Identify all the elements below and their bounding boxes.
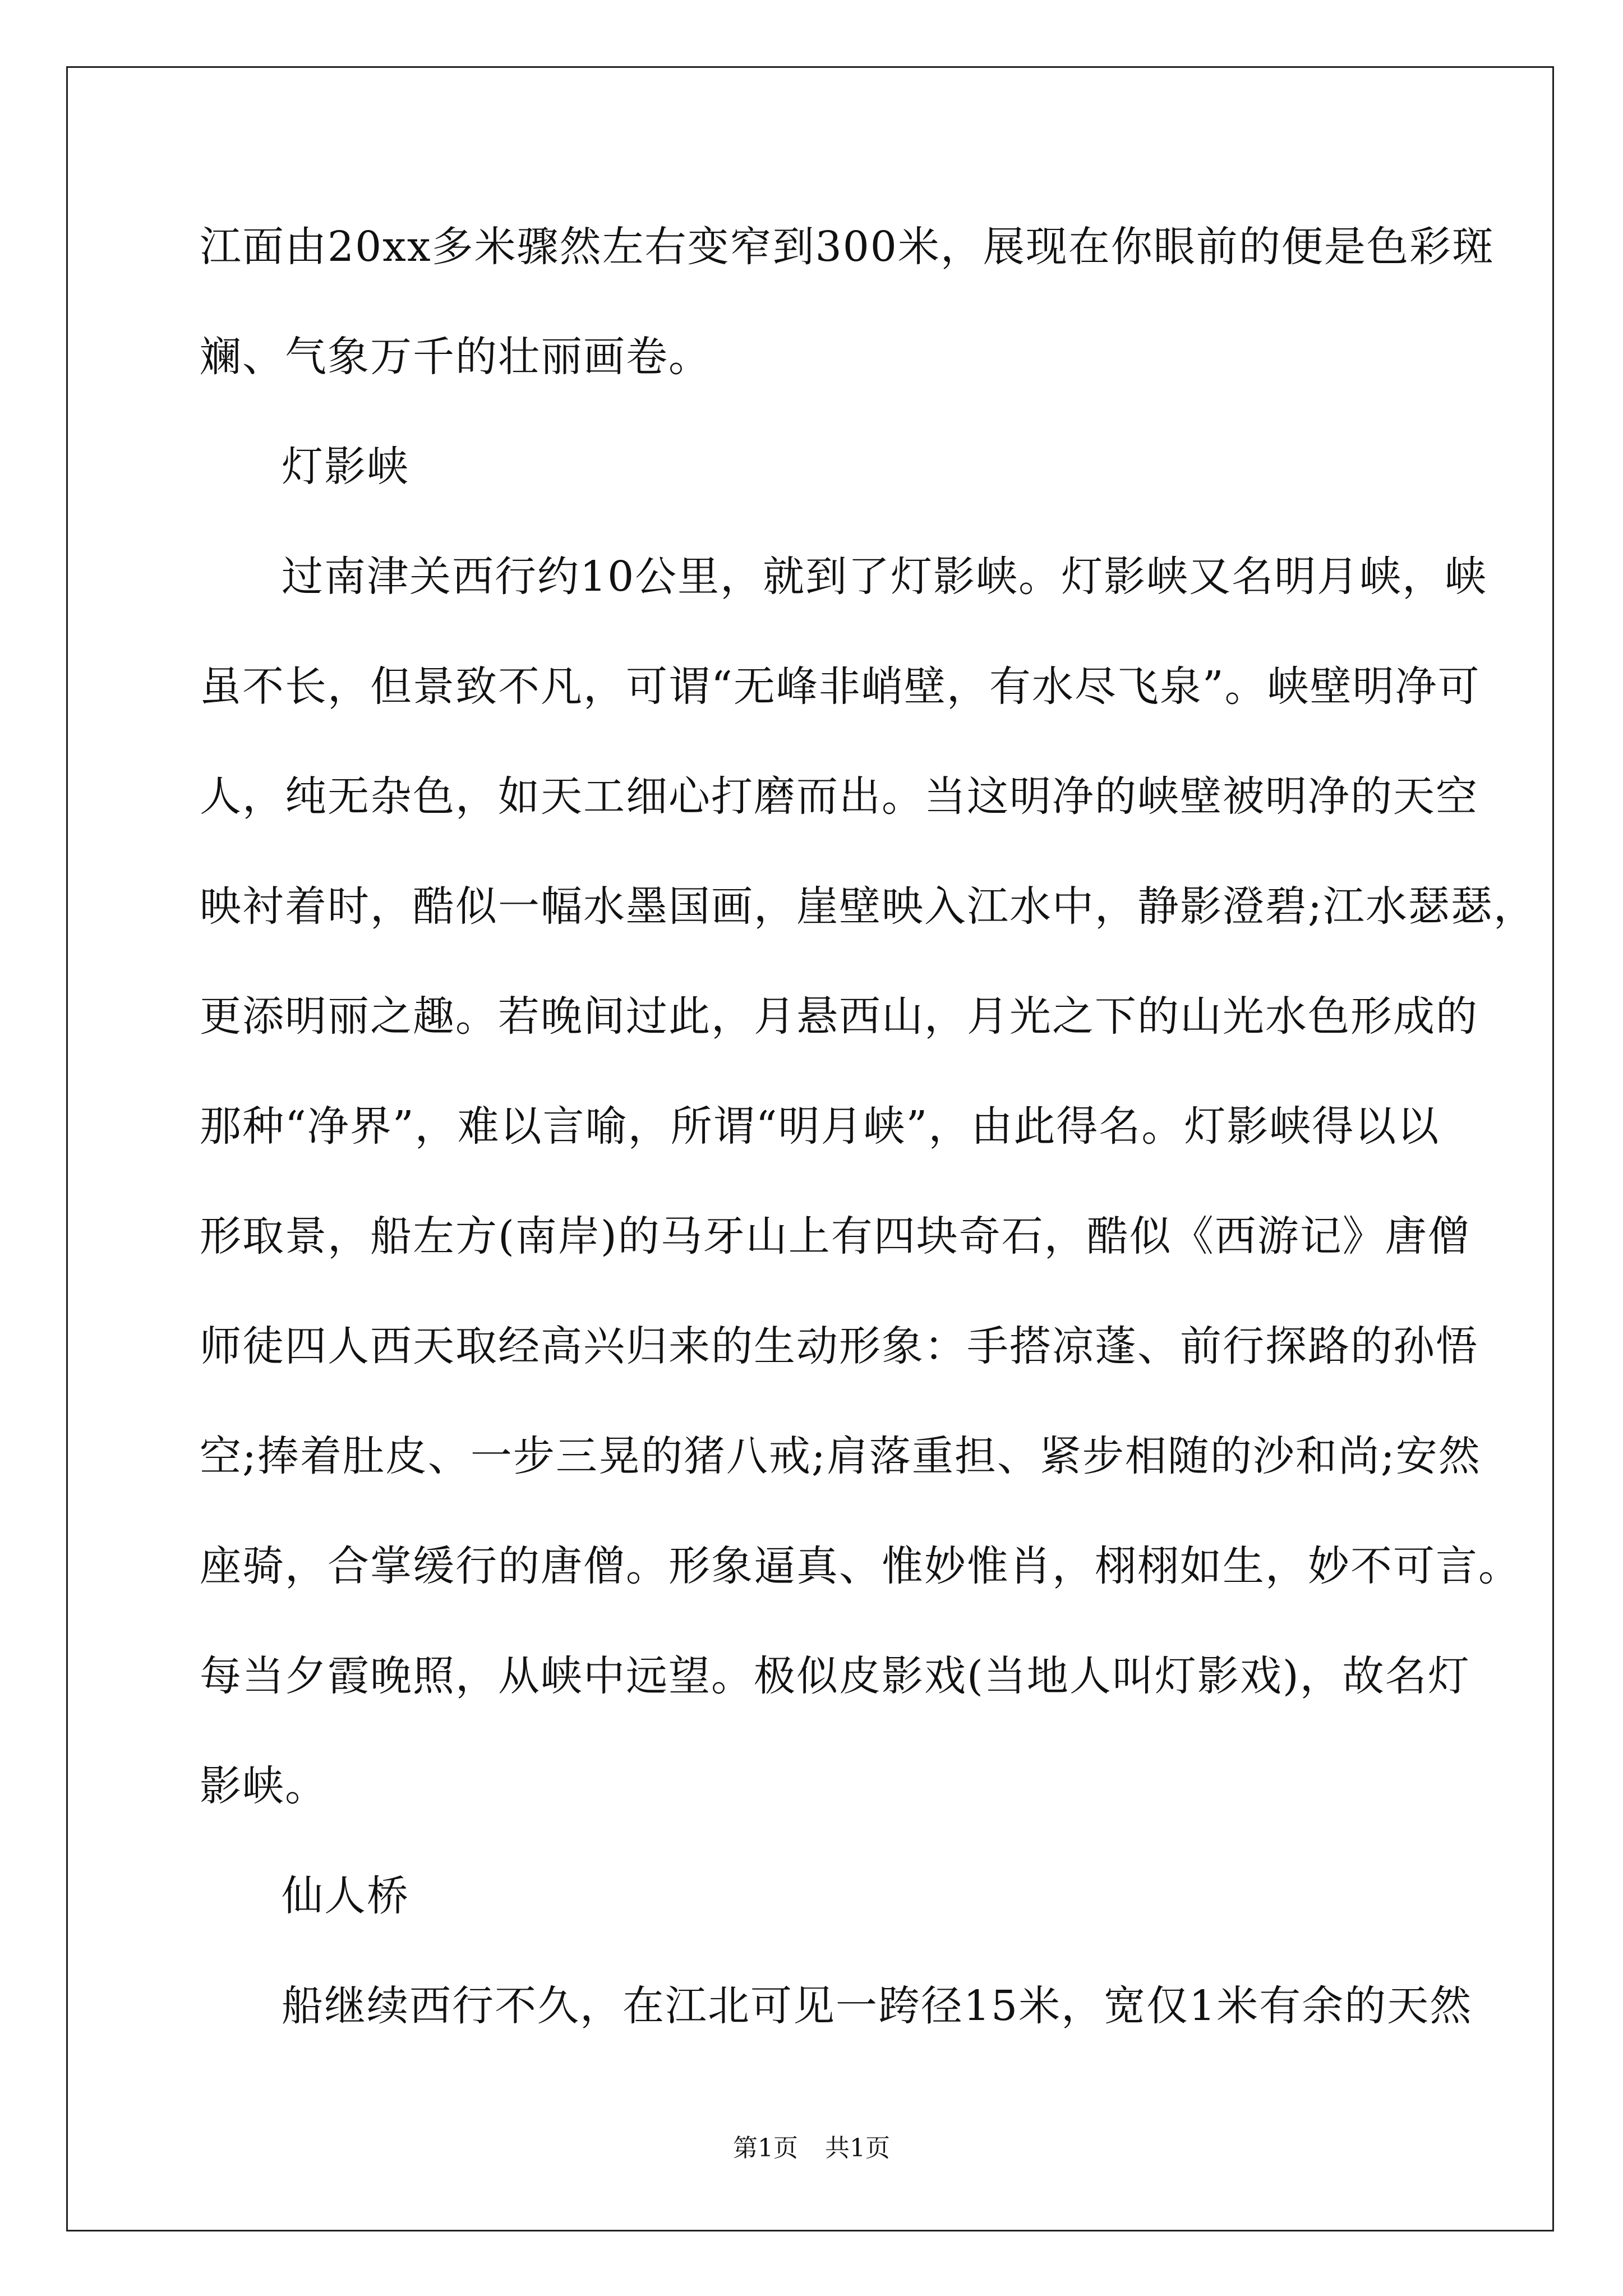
text-line: 人，纯无杂色，如天工细心打磨而出。当这明净的峡壁被明净的天空 xyxy=(200,772,1478,821)
section-heading: 灯影峡 xyxy=(282,443,409,491)
text-line: 斓、气象万千的壮丽画卷。 xyxy=(200,333,711,381)
page-number: 第1页 xyxy=(733,2134,798,2162)
section-heading: 仙人桥 xyxy=(282,1872,409,1920)
page-total: 共1页 xyxy=(825,2134,890,2162)
text-line: 形取景，船左方(南岸)的马牙山上有四块奇石，酷似《西游记》唐僧 xyxy=(200,1212,1470,1260)
text-line: 空;捧着肚皮、一步三晃的猪八戒;肩落重担、紧步相随的沙和尚;安然 xyxy=(200,1432,1481,1480)
text-line: 那种“净界”，难以言喻，所谓“明月峡”，由此得名。灯影峡得以以 xyxy=(200,1102,1440,1151)
paragraph-first-line: 船继续西行不久，在江北可见一跨径15米，宽仅1米有余的天然 xyxy=(282,1982,1473,2030)
text-line: 座骑，合掌缓行的唐僧。形象逼真、惟妙惟肖，栩栩如生，妙不可言。 xyxy=(200,1542,1521,1590)
text-line: 映衬着时，酷似一幅水墨国画，崖壁映入江水中，静影澄碧;江水瑟瑟， xyxy=(200,882,1536,931)
document-body xyxy=(200,213,1536,2082)
paragraph-first-line: 过南津关西行约10公里，就到了灯影峡。灯影峡又名明月峡，峡 xyxy=(282,553,1488,601)
text-line: 师徒四人西天取经高兴归来的生动形象：手搭凉蓬、前行探路的孙悟 xyxy=(200,1322,1478,1370)
text-line: 影峡。 xyxy=(200,1762,328,1810)
text-line: 每当夕霞晚照，从峡中远望。极似皮影戏(当地人叫灯影戏)，故名灯 xyxy=(200,1652,1470,1700)
text-line: 江面由20xx多米骤然左右变窄到300米，展现在你眼前的便是色彩斑 xyxy=(200,223,1495,271)
text-line: 虽不长，但景致不凡，可谓“无峰非峭壁，有水尽飞泉”。峡壁明净可 xyxy=(200,662,1481,711)
text-line: 更添明丽之趣。若晚间过此，月悬西山，月光之下的山光水色形成的 xyxy=(200,992,1478,1041)
page-footer xyxy=(0,2132,1623,2165)
